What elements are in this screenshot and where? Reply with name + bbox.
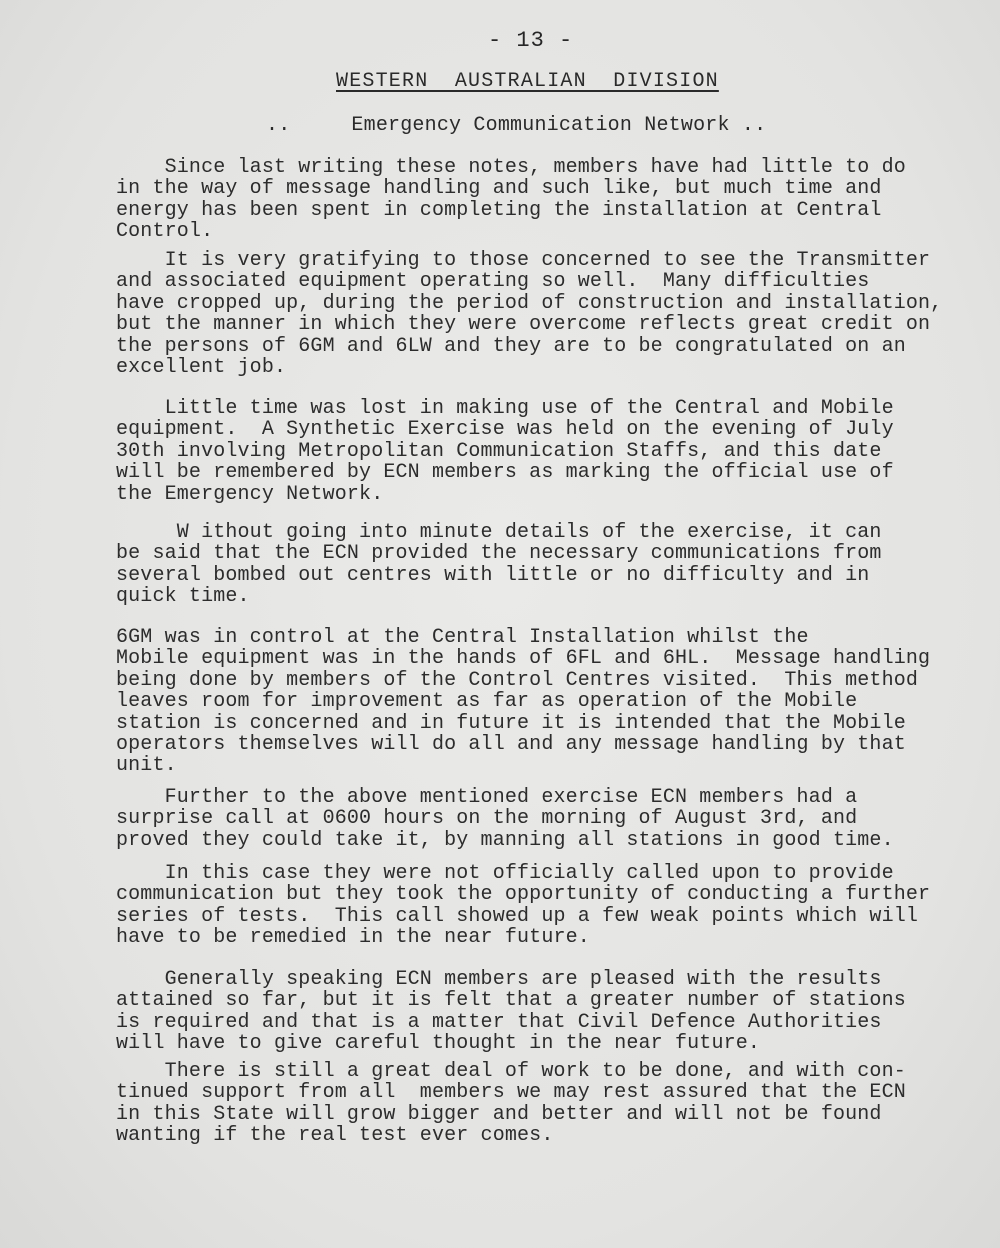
paragraph-central-installation: 6GM was in control at the Central Installation whilst the Mobile equipment was in the hands of 6FL and 6HL. Message handling being done by members of the Control Centres visited. This method leaves room for improvement as far as operation of the Mobile station is concerned and in future it is intended that the Mobile operators themselves will do all and any message handling by that unit. (116, 626, 931, 778)
paragraph-exercise-details: W ithout going into minute details of the exercise, it can be said that the ECN provided the necessary communications from several bombed out centres with little or no difficulty and in quick time. (116, 521, 882, 609)
paragraph-surprise-call: Further to the above mentioned exercise ECN members had a surprise call at 0600 hours on the morning of August 3rd, and proved they could take it, by manning all stations in good time. (116, 786, 894, 852)
paragraph-results: Generally speaking ECN members are pleased with the results attained so far, but it is felt that a greater number of stations is required and that is a matter that Civil Defence Authorities will have to give careful thought in the near future. (116, 968, 906, 1056)
paragraph-synthetic-exercise: Little time was lost in making use of the Central and Mobile equipment. A Synthetic Exercise was held on the evening of July 30th involving Metropolitan Communication Staffs, and this date will be remembered by ECN members as marking the official use of the Emergency Network. (116, 397, 894, 506)
paragraph-since-last-writing: Since last writing these notes, members have had little to do in the way of message handling and such like, but much time and energy has been spent in completing the installation at Central Control. (116, 156, 906, 244)
paragraph-further-tests: In this case they were not officially called upon to provide communication but they took the opportunity of conducting a further series of tests. This call showed up a few weak points which will have to be remedied in the near future. (116, 862, 931, 950)
page-number: - 13 - (488, 28, 574, 53)
paragraph-gratifying: It is very gratifying to those concerned to see the Transmitter and associated equipment operating so well. Many difficulties have cropped up, during the period of construction and installation, but the manner in which they were overcome reflects great credit on the persons of 6GM and 6LW and they are to be congratulated on an excellent job. (116, 249, 943, 380)
division-heading: WESTERN AUSTRALIAN DIVISION (336, 70, 719, 93)
paragraph-work-to-be-done: There is still a great deal of work to be done, and with con- tinued support from all members we may rest assured that the ECN in this State will grow bigger and better and will not be found wanting if the real test ever comes. (116, 1060, 906, 1148)
section-subheading: .. Emergency Communication Network .. (266, 114, 767, 137)
